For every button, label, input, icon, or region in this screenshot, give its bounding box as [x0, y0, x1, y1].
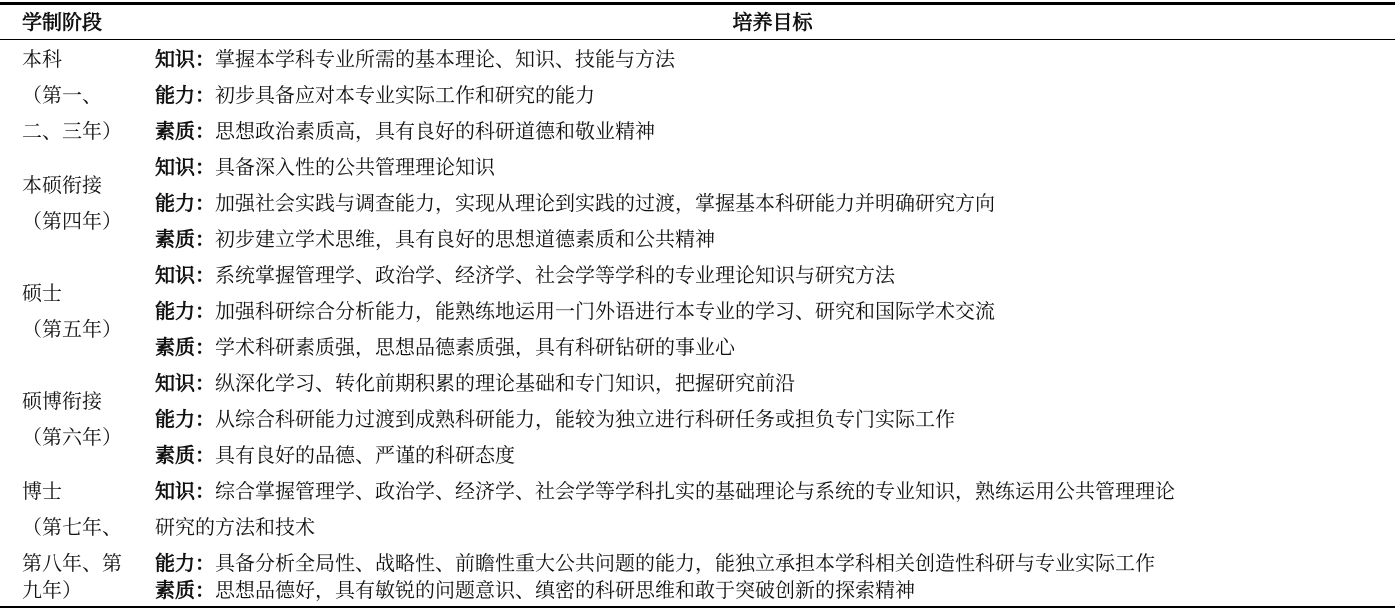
- goal-label: 知识：: [155, 479, 215, 503]
- goal-text: 具备深入性的公共管理理论知识: [215, 155, 495, 179]
- goal-label: 能力：: [155, 83, 215, 107]
- goal-row: [155, 293, 995, 329]
- goal-label: 知识：: [155, 263, 215, 287]
- goal-row: [155, 437, 515, 473]
- goal-text: 综合掌握管理学、政治学、经济学、社会学等学科扎实的基础理论与系统的专业知识，熟练运用公共管理理论: [215, 479, 1175, 503]
- goal-label: 素质：: [155, 227, 215, 251]
- stage-name-line: 本科: [22, 47, 62, 71]
- goal-row: [155, 473, 1175, 509]
- stage-name-line: （第一、: [22, 83, 102, 107]
- goal-text: 具备分析全局性、战略性、前瞻性重大公共问题的能力，能独立承担本学科相关创造性科研与专业实际工作: [215, 551, 1155, 575]
- stage-name-line: 硕士: [22, 281, 62, 305]
- goal-text: 具有良好的品德、严谨的科研态度: [215, 443, 515, 467]
- goal-label: 能力：: [155, 551, 215, 575]
- goal-row: [155, 365, 795, 401]
- goal-row: [155, 572, 915, 608]
- goal-row: [155, 257, 895, 293]
- goal-text: 掌握本学科专业所需的基本理论、知识、技能与方法: [215, 47, 675, 71]
- goal-row: [155, 149, 495, 185]
- goal-label: 素质：: [155, 335, 215, 359]
- goal-label: 素质：: [155, 443, 215, 467]
- table-bottom-rule: [0, 606, 1395, 608]
- goal-label: 知识：: [155, 371, 215, 395]
- stage-name-line: 二、三年）: [22, 119, 122, 143]
- goal-label: 知识：: [155, 155, 215, 179]
- stage-name-line: （第六年）: [22, 425, 122, 449]
- goal-row: [155, 329, 735, 365]
- stage-name-line: 九年）: [22, 578, 82, 602]
- goal-text: 初步建立学术思维，具有良好的思想道德素质和公共精神: [215, 227, 715, 251]
- goal-row: [155, 509, 315, 545]
- goal-row: [155, 113, 655, 149]
- goal-text: 加强社会实践与调查能力，实现从理论到实践的过渡，掌握基本科研能力并明确研究方向: [215, 191, 995, 215]
- goal-row: [155, 401, 955, 437]
- goal-label: 能力：: [155, 191, 215, 215]
- goal-text: 思想品德好，具有敏锐的问题意识、缜密的科研思维和敢于突破创新的探索精神: [215, 578, 915, 602]
- goal-label: 能力：: [155, 299, 215, 323]
- goal-text: 研究的方法和技术: [155, 515, 315, 539]
- goal-row: [155, 41, 675, 77]
- table-header-rule: [0, 39, 1395, 40]
- stage-name-line: 本硕衔接: [22, 173, 102, 197]
- goal-label: 能力：: [155, 407, 215, 431]
- goal-label: 知识：: [155, 47, 215, 71]
- goal-text: 思想政治素质高，具有良好的科研道德和敬业精神: [215, 119, 655, 143]
- goal-text: 加强科研综合分析能力，能熟练地运用一门外语进行本专业的学习、研究和国际学术交流: [215, 299, 995, 323]
- goal-text: 学术科研素质强，思想品德素质强，具有科研钻研的事业心: [215, 335, 735, 359]
- stage-name-line: （第七年、: [22, 515, 122, 539]
- goal-row: [155, 77, 595, 113]
- goal-text: 从综合科研能力过渡到成熟科研能力，能较为独立进行科研任务或担负专门实际工作: [215, 407, 955, 431]
- goal-label: 素质：: [155, 119, 215, 143]
- header-stage: 学制阶段: [22, 10, 102, 34]
- stage-name-line: 硕博衔接: [22, 389, 102, 413]
- stage-name-line: （第五年）: [22, 317, 122, 341]
- stage-name-line: 第八年、第: [22, 551, 122, 575]
- goal-row: [155, 221, 715, 257]
- header-goal: 培养目标: [732, 10, 813, 34]
- goal-label: 素质：: [155, 578, 215, 602]
- goal-text: 系统掌握管理学、政治学、经济学、社会学等学科的专业理论知识与研究方法: [215, 263, 895, 287]
- goal-text: 纵深化学习、转化前期积累的理论基础和专门知识，把握研究前沿: [215, 371, 795, 395]
- stage-name-line: 博士: [22, 479, 62, 503]
- goal-text: 初步具备应对本专业实际工作和研究的能力: [215, 83, 595, 107]
- goal-row: [155, 185, 995, 221]
- stage-name-line: （第四年）: [22, 209, 122, 233]
